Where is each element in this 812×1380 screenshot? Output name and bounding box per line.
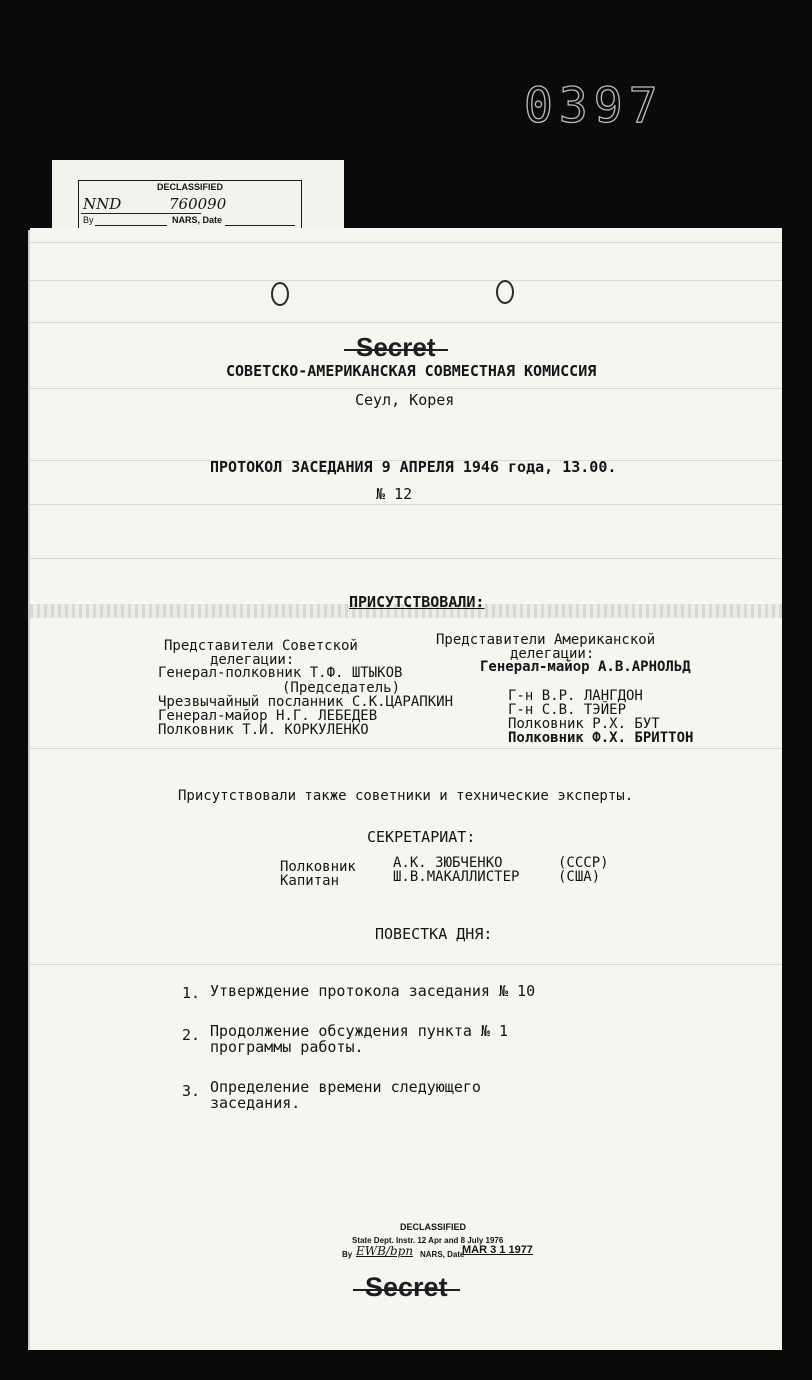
scan-line: [30, 558, 782, 559]
american-member: Генерал-майор А.В.АРНОЛЬД: [480, 659, 691, 675]
nara-by-label: By: [83, 215, 94, 225]
punch-hole: [496, 280, 514, 304]
agenda-item-number: 2.: [182, 1026, 201, 1044]
soviet-member: Генерал-полковник Т.Ф. ШТЫКОВ: [158, 665, 403, 681]
protocol-number: № 12: [376, 485, 413, 503]
secretariat-name: Ш.В.МАКАЛЛИСТЕР: [393, 869, 520, 885]
classification-strikethrough: [353, 1289, 460, 1291]
scan-line: [30, 504, 782, 505]
soviet-member: Полковник Т.И. КОРКУЛЕНКО: [158, 722, 369, 738]
american-delegation-subheading: делегации:: [510, 646, 595, 662]
scan-line: [30, 280, 782, 281]
agenda-heading: ПОВЕСТКА ДНЯ:: [375, 925, 493, 943]
classification-mark-top: [356, 332, 436, 363]
scan-line: [30, 388, 782, 389]
declassification-authority: State Dept. Instr. 12 Apr and 8 July 1976: [352, 1236, 504, 1245]
frame-number: 0397: [524, 78, 664, 134]
declassification-by-label: By: [342, 1250, 353, 1259]
soviet-member: Генерал-майор Н.Г. ЛЕБЕДЕВ: [158, 708, 378, 724]
attendance-heading: ПРИСУТСТВОВАЛИ:: [349, 593, 485, 611]
secretariat-rank: Капитан: [280, 873, 340, 889]
nara-date-line: [225, 225, 295, 226]
soviet-member-note: (Председатель): [282, 680, 401, 696]
agenda-item-text-continued: заседания.: [210, 1094, 301, 1112]
declassification-date-label: NARS, Date: [420, 1250, 465, 1259]
agenda-item-number: 1.: [182, 984, 201, 1002]
nara-stamp-box: [78, 180, 302, 232]
classification-text: Secret: [356, 332, 436, 362]
nara-authority-underline: [81, 213, 201, 214]
agenda-item-text: Продолжение обсуждения пункта № 1: [210, 1022, 509, 1040]
american-member: Полковник Р.Х. БУТ: [508, 716, 660, 732]
agenda-item-text: Утверждение протокола заседания № 10: [210, 982, 536, 1000]
punch-hole: [271, 282, 289, 306]
nara-authority-label: NND: [83, 195, 122, 213]
declassification-date: MAR 3 1 1977: [462, 1244, 533, 1256]
secretariat-country: (США): [558, 869, 601, 885]
soviet-delegation-subheading: делегации:: [210, 652, 295, 668]
classification-text: Secret: [365, 1272, 448, 1302]
classification-mark-bottom: [365, 1272, 448, 1303]
soviet-member: Чрезвычайный посланник С.К.ЦАРАПКИН: [158, 694, 454, 710]
protocol-title: ПРОТОКОЛ ЗАСЕДАНИЯ 9 АПРЕЛЯ 1946 года, 13.00.: [210, 458, 617, 476]
document-page: [30, 228, 782, 1350]
scan-line: [30, 242, 782, 243]
classification-strikethrough: [344, 349, 448, 351]
nara-date-label: NARS, Date: [172, 215, 223, 225]
nara-stamp-title: DECLASSIFIED: [157, 182, 224, 192]
american-member: Г-н С.В. ТЭЙЕР: [508, 702, 627, 718]
soviet-delegation-heading: Представители Советской: [164, 638, 358, 654]
scan-line: [30, 964, 782, 965]
nara-by-line: [95, 225, 167, 226]
american-delegation-heading: Представители Американской: [436, 632, 656, 648]
secretariat-heading: СЕКРЕТАРИАТ:: [367, 828, 476, 846]
agenda-item-text: Определение времени следующего: [210, 1078, 481, 1096]
agenda-item-number: 3.: [182, 1082, 201, 1100]
location: Сеул, Корея: [355, 391, 455, 409]
declassification-title: DECLASSIFIED: [400, 1222, 467, 1232]
american-member: Полковник Ф.Х. БРИТТОН: [508, 730, 694, 746]
declassification-signature: EWB/bpn: [356, 1244, 414, 1258]
nara-authority-number: 760090: [169, 195, 227, 213]
secretariat-name: А.К. ЗЮБЧЕНКО: [393, 855, 503, 871]
scan-line: [30, 322, 782, 323]
secretariat-rank: Полковник: [280, 859, 356, 875]
agenda-item-text-continued: программы работы.: [210, 1038, 364, 1056]
secretariat-country: (СССР): [558, 855, 609, 871]
scan-line: [30, 748, 782, 749]
commission-title: СОВЕТСКО-АМЕРИКАНСКАЯ СОВМЕСТНАЯ КОМИССИЯ: [226, 362, 597, 380]
also-present-note: Присутствовали также советники и технические эксперты.: [178, 788, 634, 804]
american-member: Г-н В.Р. ЛАНГДОН: [508, 688, 643, 704]
